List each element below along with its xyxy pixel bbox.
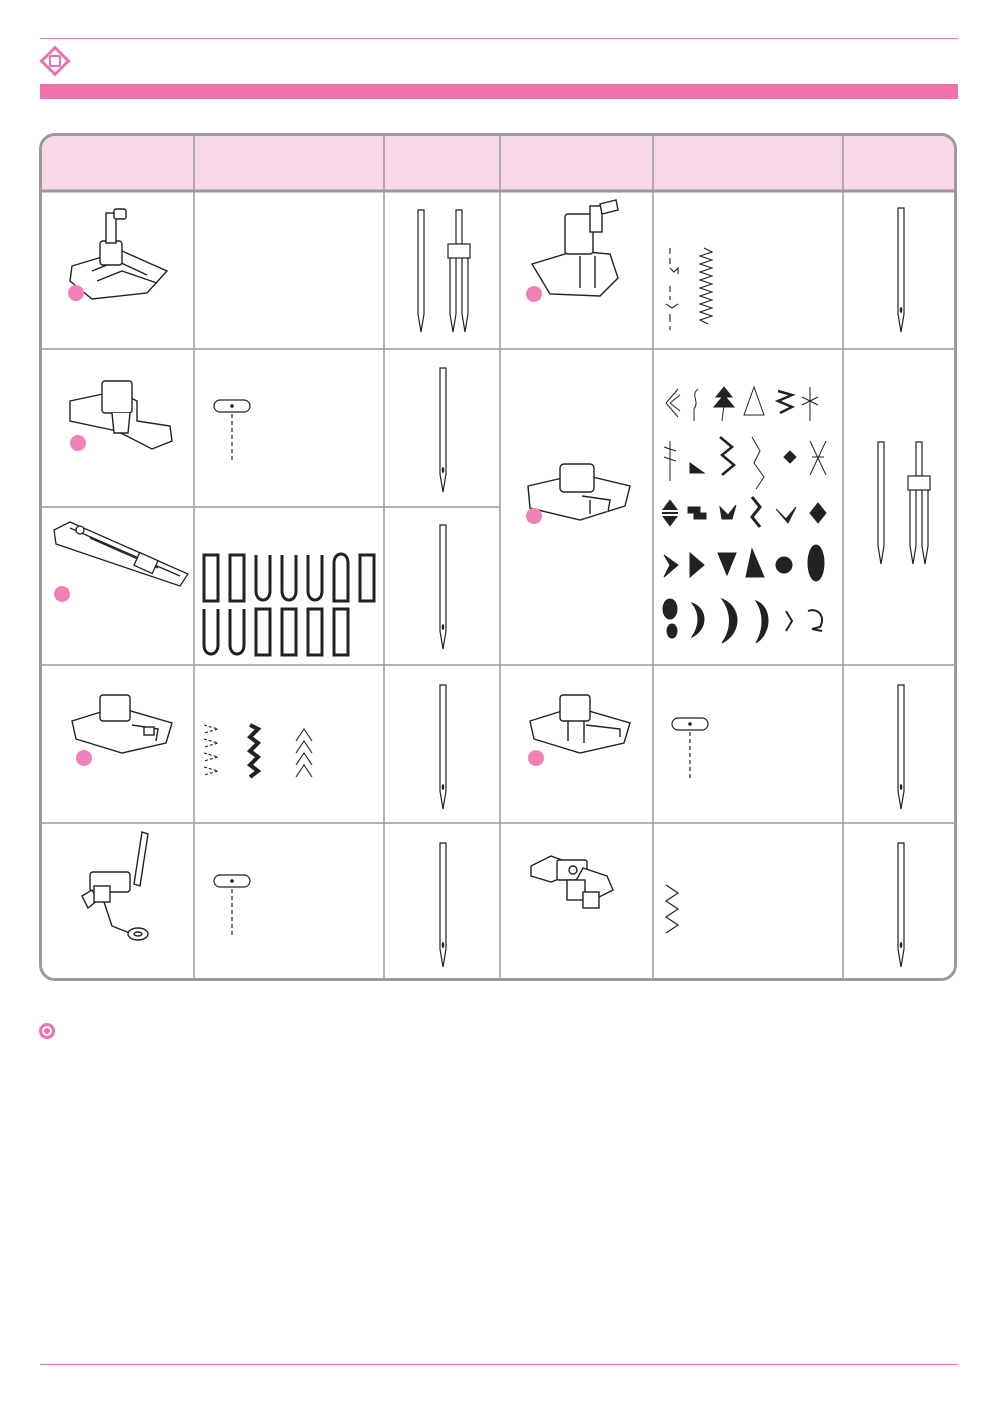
satin-stitch-foot-icon xyxy=(520,456,640,546)
zigzag-foot-icon xyxy=(62,201,182,311)
blind-stitches-icon xyxy=(200,721,340,781)
decorative-stitches-icon xyxy=(660,381,838,651)
button-fitting-foot-icon xyxy=(520,681,640,781)
single-needle-icon xyxy=(434,839,454,973)
single-needle-icon xyxy=(434,521,454,655)
presser-foot-table xyxy=(39,133,957,981)
overcast-stitch-icon xyxy=(664,244,724,334)
zipper-foot-icon xyxy=(62,371,182,471)
bottom-rule xyxy=(40,1364,958,1365)
quilting-foot-icon xyxy=(527,846,627,926)
twin-needle-icon xyxy=(870,436,940,570)
note-bullet-icon xyxy=(38,1022,56,1040)
single-needle-icon xyxy=(892,681,912,815)
walking-foot-icon xyxy=(72,826,172,956)
twin-needle-icon xyxy=(410,204,480,338)
overcasting-foot-icon xyxy=(520,196,640,306)
section-diamond-icon xyxy=(38,44,72,78)
buttonhole-stitches-icon xyxy=(200,551,380,659)
straight-stitch-icon xyxy=(210,396,260,466)
foot-badge xyxy=(68,285,84,301)
blind-stitch-foot-icon xyxy=(62,681,182,781)
zigzag-stitch-icon xyxy=(662,881,692,941)
single-needle-icon xyxy=(434,364,454,498)
buttonhole-foot-icon xyxy=(50,514,190,604)
straight-stitch-icon xyxy=(210,871,260,941)
single-needle-icon xyxy=(892,204,912,338)
straight-stitch-icon xyxy=(668,714,718,784)
top-rule xyxy=(40,38,958,39)
section-title-bar xyxy=(40,84,958,99)
single-needle-icon xyxy=(892,839,912,973)
single-needle-icon xyxy=(434,681,454,815)
